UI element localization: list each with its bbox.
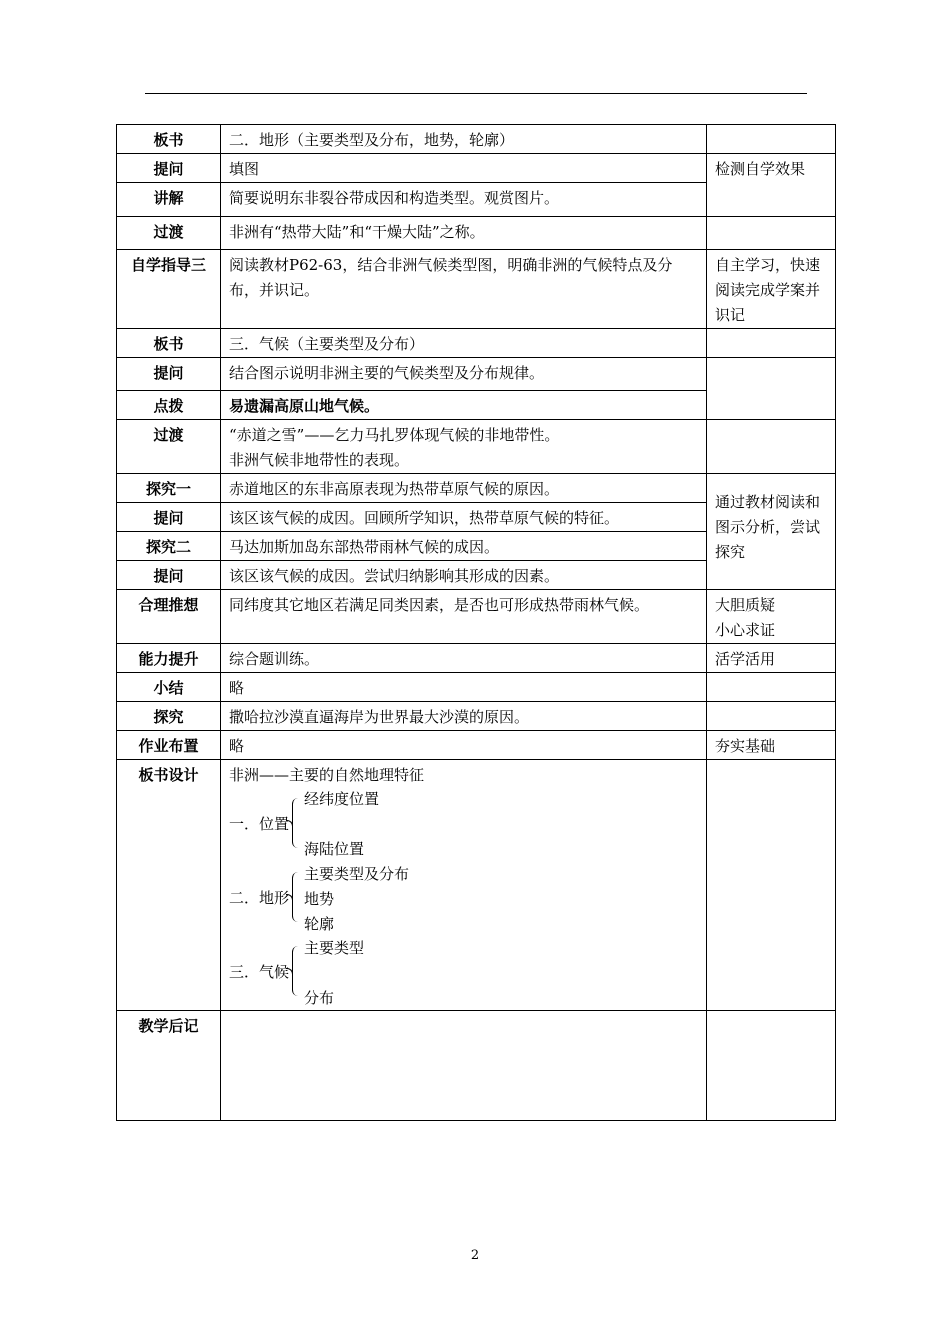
row-note (707, 1011, 836, 1121)
row-label: 过渡 (117, 420, 221, 474)
lesson-plan-table (116, 124, 836, 1121)
outline-item: 轮廓 (304, 915, 335, 933)
page-number: 2 (470, 1248, 480, 1263)
row-label: 提问 (117, 358, 221, 391)
row-label: 板书 (117, 329, 221, 358)
row-label: 能力提升 (117, 644, 221, 673)
outline-item: 地势 (304, 890, 335, 908)
table-row (117, 358, 836, 391)
row-label: 提问 (117, 561, 221, 590)
row-label: 自学指导三 (117, 250, 221, 329)
row-note (707, 702, 836, 731)
row-note (707, 329, 836, 358)
outline-head: 二．地形 (229, 889, 290, 907)
row-content: 该区该气候的成因。回顾所学知识，热带草原气候的特征。 (221, 503, 707, 532)
outline-head: 三．气候 (229, 963, 290, 981)
brace-icon (292, 872, 303, 922)
row-content: 撒哈拉沙漠直逼海岸为世界最大沙漠的原因。 (221, 702, 707, 731)
outline-item: 分布 (304, 989, 335, 1007)
row-label: 小结 (117, 673, 221, 702)
brace-icon (292, 946, 303, 996)
note-line: 大胆质疑 (715, 596, 776, 614)
row-content: 易遗漏高原山地气候。 (221, 391, 707, 420)
row-content: 略 (221, 731, 707, 760)
row-note: 检测自学效果 (707, 154, 836, 217)
table-row (117, 731, 836, 760)
outline-head: 一．位置 (229, 815, 290, 833)
outline-group-climate (229, 936, 698, 1010)
board-design-title: 非洲——主要的自然地理特征 (229, 766, 425, 784)
outline-group-terrain (229, 862, 698, 936)
outline-item: 主要类型 (304, 939, 365, 957)
table-row (117, 702, 836, 731)
row-label: 讲解 (117, 183, 221, 217)
outline-item: 主要类型及分布 (304, 865, 410, 883)
table-row (117, 474, 836, 503)
row-content: 非洲有“热带大陆”和“干燥大陆”之称。 (221, 217, 707, 250)
row-label: 点拨 (117, 391, 221, 420)
row-content: 赤道地区的东非高原表现为热带草原气候的原因。 (221, 474, 707, 503)
table-row (117, 217, 836, 250)
table-row (117, 420, 836, 474)
row-label: 合理推想 (117, 590, 221, 644)
row-label: 提问 (117, 154, 221, 183)
row-note (707, 358, 836, 420)
row-content: 同纬度其它地区若满足同类因素，是否也可形成热带雨林气候。 (221, 590, 707, 644)
table-row (117, 590, 836, 644)
table-row (117, 250, 836, 329)
board-design-content (221, 760, 707, 1011)
table-row (117, 329, 836, 358)
row-content: 马达加斯加岛东部热带雨林气候的成因。 (221, 532, 707, 561)
row-content: 综合题训练。 (221, 644, 707, 673)
outline-item: 经纬度位置 (304, 790, 380, 808)
table-row (117, 673, 836, 702)
table-row (117, 644, 836, 673)
table-row (117, 125, 836, 154)
table-row (117, 154, 836, 183)
row-content: 二．地形（主要类型及分布，地势，轮廓） (221, 125, 707, 154)
row-note: 夯实基础 (707, 731, 836, 760)
row-note: 通过教材阅读和图示分析，尝试探究 (707, 474, 836, 590)
board-design-row (117, 760, 836, 1011)
row-note: 自主学习，快速阅读完成学案并识记 (707, 250, 836, 329)
reflection-content (221, 1011, 707, 1121)
outline-item: 海陆位置 (304, 840, 365, 858)
row-note: 活学活用 (707, 644, 836, 673)
note-line: 小心求证 (715, 621, 776, 639)
brace-icon (292, 798, 303, 848)
row-content: 三．气候（主要类型及分布） (221, 329, 707, 358)
row-content: 该区该气候的成因。尝试归纳影响其形成的因素。 (221, 561, 707, 590)
row-note (707, 420, 836, 474)
row-note (707, 590, 836, 644)
row-label: 提问 (117, 503, 221, 532)
row-content (221, 420, 707, 474)
content-line: “赤道之雪”——乞力马扎罗体现气候的非地带性。 (229, 426, 560, 444)
reflection-row (117, 1011, 836, 1121)
row-label: 探究 (117, 702, 221, 731)
row-content: 略 (221, 673, 707, 702)
row-label: 作业布置 (117, 731, 221, 760)
row-content: 简要说明东非裂谷带成因和构造类型。观赏图片。 (221, 183, 707, 217)
row-label: 教学后记 (117, 1011, 221, 1121)
row-content: 阅读教材P62-63，结合非洲气候类型图，明确非洲的气候特点及分布，并识记。 (221, 250, 707, 329)
outline-group-location (229, 788, 698, 862)
content-line: 非洲气候非地带性的表现。 (229, 451, 410, 469)
row-label: 板书设计 (117, 760, 221, 1011)
row-note (707, 673, 836, 702)
row-label: 探究一 (117, 474, 221, 503)
row-note (707, 217, 836, 250)
row-label: 板书 (117, 125, 221, 154)
header-rule (145, 93, 807, 94)
row-content: 结合图示说明非洲主要的气候类型及分布规律。 (221, 358, 707, 391)
row-content: 填图 (221, 154, 707, 183)
row-note (707, 760, 836, 1011)
row-note (707, 125, 836, 154)
row-label: 过渡 (117, 217, 221, 250)
row-label: 探究二 (117, 532, 221, 561)
